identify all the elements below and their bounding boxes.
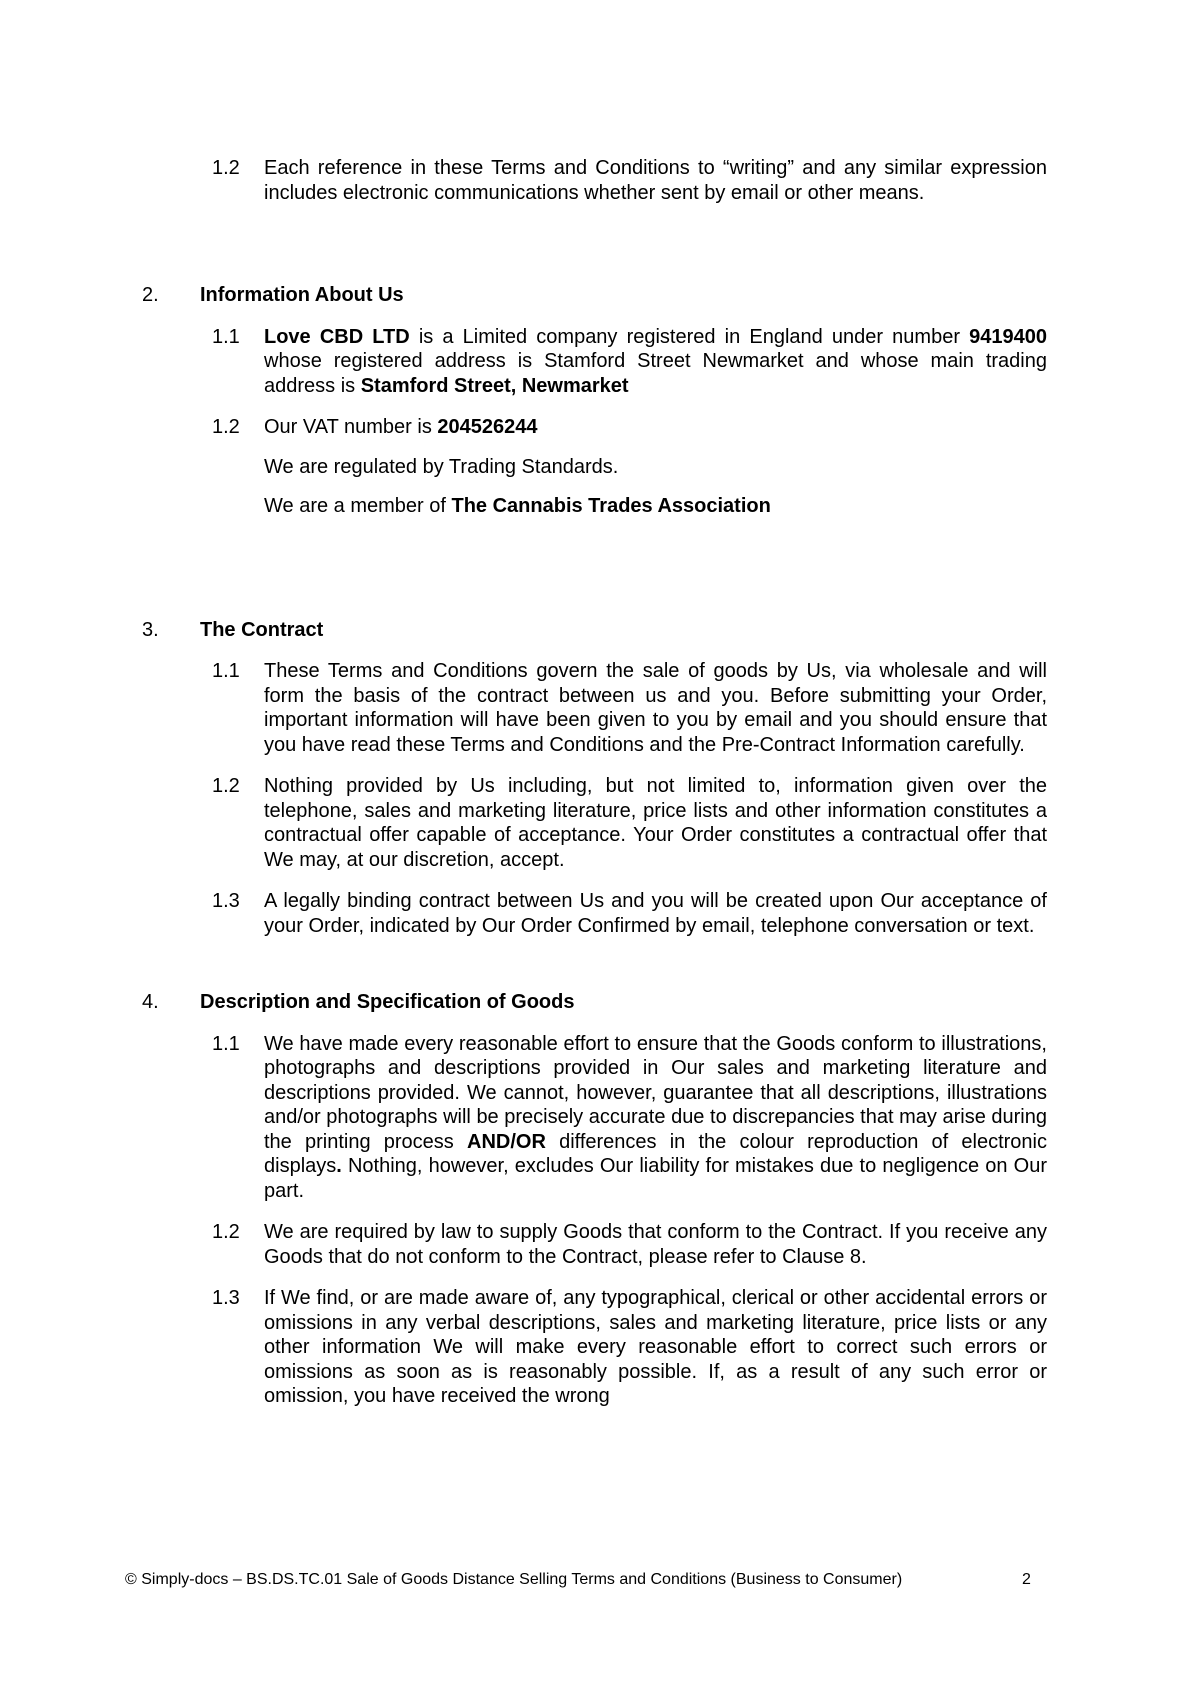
bold-text-segment: 9419400 [969, 325, 1048, 348]
footer-page-number: 2 [1022, 1571, 1031, 1588]
clause-text [264, 325, 1047, 399]
bold-text-segment: Love CBD LTD [264, 325, 410, 348]
section-number: 4. [142, 991, 159, 1013]
clause [142, 1032, 1047, 1204]
paragraph [264, 494, 1047, 519]
clause-gutter [142, 1032, 212, 1204]
clause-number: 1.1 [212, 660, 240, 682]
section-heading [142, 990, 1047, 1015]
section-title: The Contract [200, 618, 324, 641]
clause-number: 1.2 [212, 1221, 240, 1243]
text-segment: Our VAT number is [264, 416, 438, 438]
clause-gutter [142, 889, 212, 938]
clause-text [264, 455, 1047, 480]
clause-gutter [142, 774, 212, 872]
clause [142, 415, 1047, 440]
bold-text-segment: The Cannabis Trades Association [451, 495, 771, 517]
bold-text-segment: AND/OR [467, 1130, 546, 1153]
bold-text-segment: Stamford Street, Newmarket [360, 374, 629, 397]
text-segment: whose registered address is Stamford Street Newmarket and whose main trading address is [264, 350, 1047, 397]
document-body [142, 156, 1047, 1409]
page-footer [125, 1570, 1085, 1590]
clause [142, 659, 1047, 757]
text-segment: differences in the colour reproduction of electronic displays [264, 1130, 1047, 1177]
clause-text [264, 889, 1047, 938]
clause-number: 1.2 [212, 775, 240, 797]
text-segment: Nothing provided by Us including, but not limited to, information given over the telephone, sales and marketing literature, price lists and other information constitutes a contractual offer capable of acceptance. Your Order constitutes a contractual offer that We may, at our discretion, accept. [264, 775, 1047, 871]
clause-text [264, 1032, 1047, 1204]
text-segment: is a Limited company registered in England under number [409, 325, 970, 348]
clause [142, 774, 1047, 872]
section-number: 3. [142, 618, 159, 641]
section-heading [142, 283, 1047, 308]
clause-number: 1.2 [212, 157, 240, 179]
clause-text [264, 494, 1047, 519]
section-title: Description and Specification of Goods [200, 991, 575, 1013]
bold-text-segment: . [336, 1155, 342, 1177]
text-segment: These Terms and Conditions govern the sale of goods by Us, via wholesale and will form the basis of the contract between us and you. Before submitting your Order, important information will have been given to you by email and you should ensure that you have read these Terms and Conditions and the Pre-Contract Information carefully. [264, 660, 1047, 756]
clause-number: 1.1 [212, 325, 240, 348]
text-segment: A legally binding contract between Us and you will be created upon Our acceptance of your Order, indicated by Our Order Confirmed by email, telephone conversation or text. [264, 890, 1047, 937]
text-segment: We are regulated by Trading Standards. [264, 455, 619, 478]
clause-text [264, 659, 1047, 757]
clause-gutter [142, 1286, 212, 1409]
clause [142, 325, 1047, 399]
clause [142, 889, 1047, 938]
clause-text [264, 774, 1047, 872]
clause [142, 1286, 1047, 1409]
section-number: 2. [142, 284, 159, 306]
clause-gutter [142, 1220, 212, 1269]
clause-gutter [142, 415, 212, 440]
text-segment: Each reference in these Terms and Conditions to “writing” and any similar expression includes electronic communications whether sent by email or other means. [264, 157, 1047, 204]
section-title: Information About Us [200, 284, 404, 306]
clause-gutter [142, 325, 212, 399]
bold-text-segment: 204526244 [437, 416, 538, 438]
text-segment: We are a member of [264, 495, 452, 517]
paragraph [264, 455, 1047, 480]
clause-text [264, 415, 1047, 440]
clause-text [264, 156, 1047, 205]
clause [142, 1220, 1047, 1269]
text-segment: Nothing, however, excludes Our liability for mistakes due to negligence on Our part. [264, 1155, 1047, 1202]
clause [142, 156, 1047, 205]
clause-number: 1.3 [212, 1287, 240, 1309]
text-segment: We are required by law to supply Goods that conform to the Contract. If you receive any Goods that do not conform to the Contract, please refer to Clause 8. [264, 1221, 1047, 1268]
section-heading [142, 618, 1047, 643]
clause-gutter [142, 659, 212, 757]
clause-number: 1.1 [212, 1032, 240, 1055]
footer-copyright: © Simply-docs – BS.DS.TC.01 Sale of Goods Distance Selling Terms and Conditions (Business to Consumer) [125, 1571, 903, 1588]
clause-number: 1.3 [212, 890, 240, 912]
text-segment: We have made every reasonable effort to ensure that the Goods conform to illustrations, photographs and descriptions provided in Our sales and marketing literature and descriptions provided. We cannot, however, guarantee that all descriptions, illustrations and/or photographs will be precisely accurate due to discrepancies that may arise during the printing process [264, 1032, 1047, 1153]
text-segment: If We find, or are made aware of, any typographical, clerical or other accidental errors or omissions in any verbal descriptions, sales and marketing literature, price lists or any other information We will make every reasonable effort to correct such errors or omissions as soon as is reasonably possible. If, as a result of any such error or omission, you have received the wrong [264, 1287, 1047, 1407]
clause-text [264, 1286, 1047, 1409]
clause-number: 1.2 [212, 416, 240, 438]
clause-text [264, 1220, 1047, 1269]
clause-gutter [142, 156, 212, 205]
